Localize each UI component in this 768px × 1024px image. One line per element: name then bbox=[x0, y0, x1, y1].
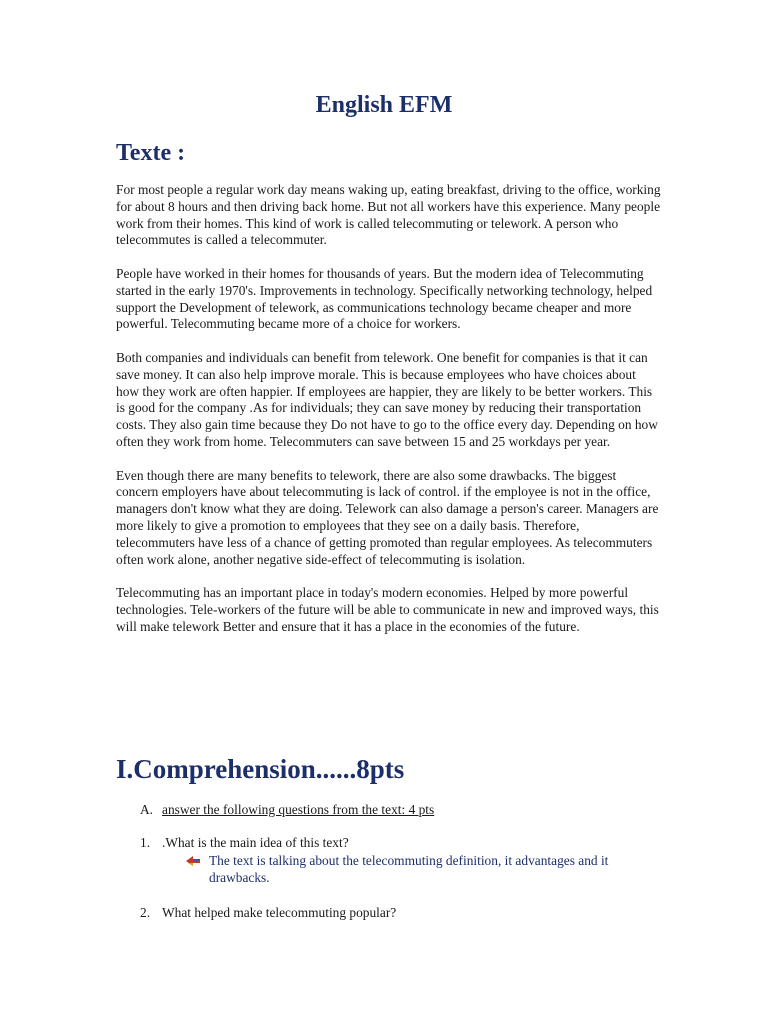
document-title: English EFM bbox=[315, 92, 453, 118]
question-text: What helped make telecommuting popular? bbox=[162, 905, 397, 920]
comprehension-subsection bbox=[140, 801, 434, 818]
paragraph-4: Even though there are many benefits to telework, there are also some drawbacks. The biggest concern employers have about telecommuting is lack of control. if the employee is not in the office, managers don't know what they are doing. Telework can also damage a person's career. Managers are more likely to give a promotion to employees that they see on a daily basis. Therefore, telecommuters have less of a chance of getting promoted than regular employees. As telecommuters often work alone, another negative side-effect of telecommuting is isolation. bbox=[116, 467, 659, 567]
question-1 bbox=[140, 834, 349, 851]
paragraph-5: Telecommuting has an important place in today's modern economies. Helped by more powerful technologies. Tele-workers of the future will be able to communicate in new and improved ways, this will make telework Better and ensure that it has a place in the economies of the future. bbox=[116, 585, 659, 634]
subsection-instruction: answer the following questions from the text: 4 pts bbox=[162, 802, 435, 817]
question-2 bbox=[140, 904, 396, 921]
reading-text bbox=[116, 182, 661, 652]
paragraph-1: For most people a regular work day means waking up, eating breakfast, driving to the office, working for about 8 hours and then driving back home. But not all workers have this experience. Many people work from their homes. This kind of work is called telecommuting or telework. A person who telecommutes is called a telecommuter. bbox=[116, 182, 661, 248]
texte-heading: Texte : bbox=[116, 140, 186, 166]
comprehension-heading: I.Comprehension......8pts bbox=[116, 754, 405, 784]
question-number: 1. bbox=[140, 835, 151, 850]
paragraph-2: People have worked in their homes for thousands of years. But the modern idea of Telecommuting started in the early 1970's. Improvements in technology. Specifically networking technology, helped support the Development of telework, as communications technology became cheaper and more powerful. Telecommuting became more of a choice for workers. bbox=[116, 265, 653, 332]
paragraph-3: Both companies and individuals can benefit from telework. One benefit for companies is that it can save money. It can also help improve morale. This is because employees who have choices about how they work are often happier. If employees are happier, they are likely to be better workers. This is good for the company .As for individuals; they can save money by reducing their transportation costs. They also gain time because they Do not have to go to the office every day. Depending on how often they work from home. Telecommuters can save between 15 and 25 workdays per year. bbox=[116, 349, 658, 449]
arrow-bullet-icon bbox=[184, 854, 202, 868]
answer-text: The text is talking about the telecommuting definition, it advantages and it drawbacks. bbox=[209, 853, 609, 885]
question-number: 2. bbox=[140, 905, 151, 920]
subsection-letter: A. bbox=[140, 802, 154, 817]
answer-1 bbox=[184, 852, 654, 886]
question-text: .What is the main idea of this text? bbox=[162, 835, 349, 850]
